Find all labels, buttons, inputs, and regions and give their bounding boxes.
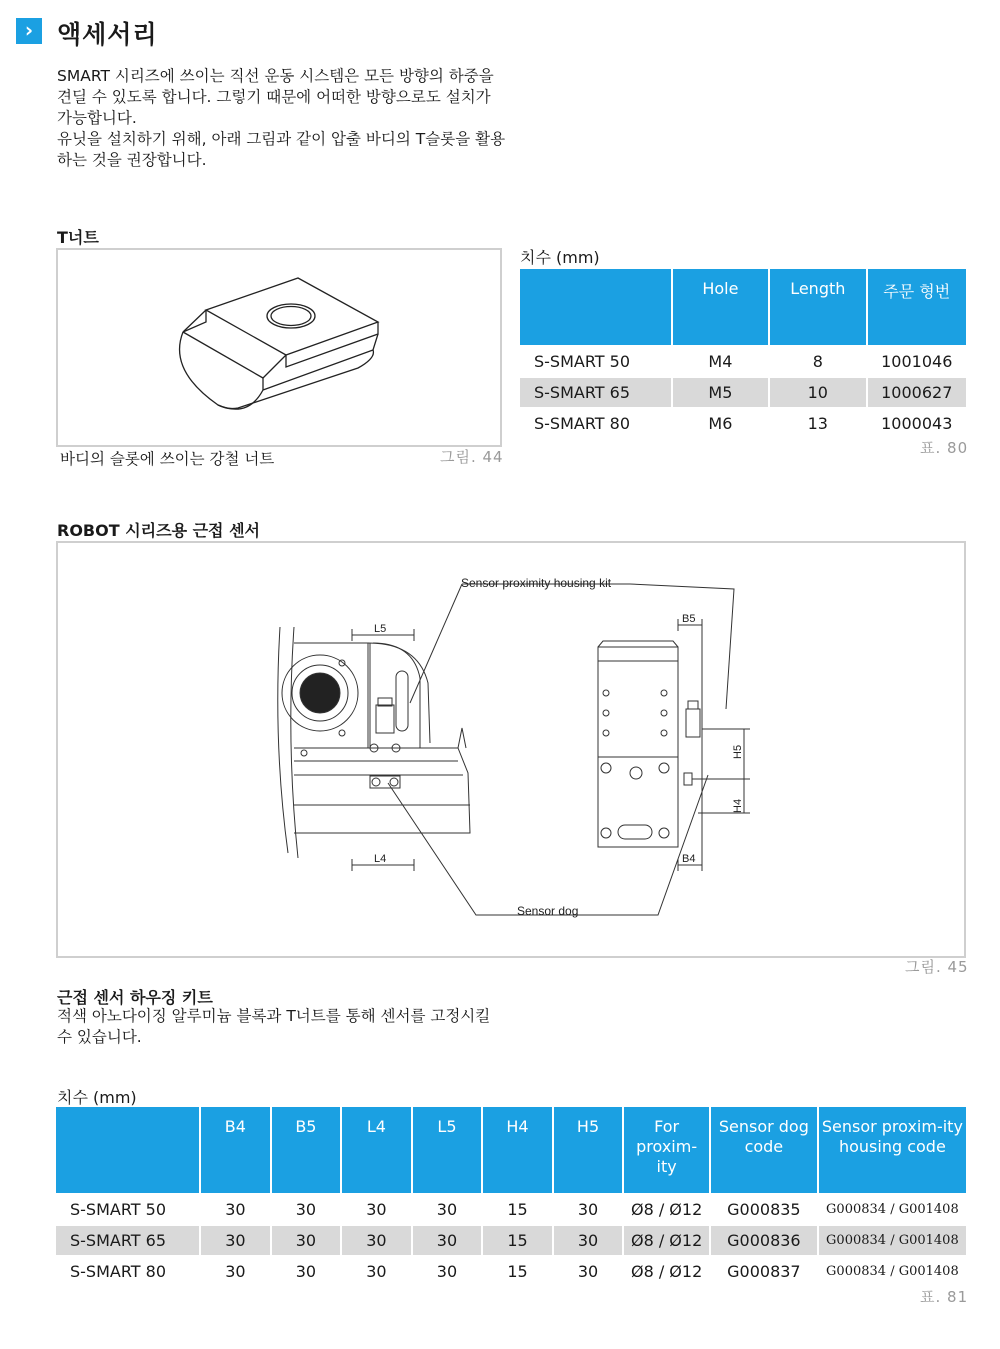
table-cell: 30 [436,1200,458,1219]
table-header-cell: H5 [554,1107,623,1193]
table-cell: 30 [554,1226,623,1255]
sensor-dog-label: Sensor dog [517,904,579,918]
tnut-section-title: T너트 [57,228,99,247]
table-cell: 30 [577,1262,599,1281]
dim-l4-label: L4 [374,853,387,865]
table-cell: 30 [225,1262,246,1281]
table-cell: 30 [295,1200,317,1219]
dim-b4-label: B4 [682,853,696,865]
table-cell: S-SMART 65 [56,1226,199,1255]
table-header-cell [520,269,671,345]
table-cell: M5 [673,378,768,407]
table-cell: Ø8 / Ø12 [630,1200,703,1219]
sensor-figure [56,541,966,958]
table2-title: 치수 (mm) [57,1088,137,1107]
table-row [520,409,966,438]
table-cell: 8 [812,352,823,371]
table-cell: G000834 / G001408 [819,1226,966,1255]
table-header-row [520,269,966,345]
table-cell: 30 [413,1226,482,1255]
table1-number: 표. 80 [920,439,969,457]
table1-title: 치수 (mm) [520,248,600,267]
table-cell: G000834 / G001408 [826,1264,959,1279]
dim-l5-label: L5 [374,623,387,635]
table-header-cell: L4 [342,1107,411,1193]
table-cell: 30 [366,1262,387,1281]
table-header-cell: H4 [483,1107,552,1193]
table-cell: 1001046 [881,352,953,371]
table-cell: G000837 [727,1262,801,1281]
table-cell: S-SMART 50 [534,352,631,371]
sensor-figure-number: 그림. 45 [905,958,969,976]
table-row [56,1195,966,1224]
table-header-row [56,1107,966,1193]
table-cell: 15 [507,1262,528,1281]
table-cell: G000835 [727,1200,801,1219]
tnut-figure [56,248,502,447]
table-cell: S-SMART 80 [70,1262,167,1281]
table-cell: 30 [366,1200,387,1219]
tnut-caption: 바디의 슬롯에 쓰이는 강철 너트 [60,450,275,468]
table-cell: 10 [770,378,865,407]
table-cell: 30 [577,1200,599,1219]
table2-number: 표. 81 [920,1288,969,1306]
table-header-cell: Length [770,269,865,345]
table-header-cell: Hole [673,269,768,345]
table-cell: 15 [507,1200,528,1219]
housing-kit-label: Sensor proximity housing kit [461,576,612,590]
table-cell: M4 [708,352,733,371]
table-row [520,378,966,407]
table-cell: 30 [342,1226,411,1255]
dim-h5-label: H5 [732,744,744,759]
table-row [56,1257,966,1286]
dimension-table-tnut [518,267,968,440]
table-cell: G000836 [711,1226,817,1255]
table-cell: G000834 / G001408 [826,1202,959,1217]
table-cell: 1000043 [881,414,953,433]
table-header-cell: For proxim-ity [624,1107,709,1193]
table-header-cell: 주문 형번 [868,269,966,345]
table-cell: 13 [807,414,828,433]
table-cell: 30 [436,1262,458,1281]
sensor-section-title: ROBOT 시리즈용 근접 센서 [57,521,260,540]
intro-paragraph-2: 유닛을 설치하기 위해, 아래 그림과 같이 압출 바디의 T슬롯을 활용하는 것을 권장합니다. [57,130,506,169]
table-cell: S-SMART 65 [520,378,671,407]
sensor-drawing [58,543,964,956]
table-cell: 15 [483,1226,552,1255]
dim-h4-label: H4 [732,798,744,813]
table-cell: 30 [295,1262,317,1281]
intro-text [57,66,507,171]
chevron-right-icon: › [16,18,42,44]
table-cell: Ø8 / Ø12 [624,1226,709,1255]
page-title: 액세서리 [57,20,158,49]
table-cell: 30 [201,1226,270,1255]
dimension-table-sensor [54,1105,968,1288]
table-cell: M6 [708,414,733,433]
table-cell: S-SMART 80 [534,414,631,433]
table-cell: 30 [225,1200,246,1219]
housing-description: 적색 아노다이징 알루미늄 블록과 T너트를 통해 센서를 고정시킬 수 있습니다. [57,1007,491,1046]
table-header-cell: L5 [413,1107,482,1193]
table-cell: Ø8 / Ø12 [630,1262,703,1281]
intro-paragraph-1: SMART 시리즈에 쓰이는 직선 운동 시스템은 모든 방향의 하중을 견딜 수 있도록 합니다. 그렇기 때문에 어떠한 방향으로도 설치가 가능합니다. [57,67,494,127]
table-header-cell: Sensor dog code [711,1107,817,1193]
table-row [56,1226,966,1255]
dim-b5-label: B5 [682,613,696,625]
tnut-figure-number: 그림. 44 [440,448,504,466]
table-header-cell [56,1107,199,1193]
housing-title: 근접 센서 하우징 키트 [57,988,213,1007]
table-cell: S-SMART 50 [70,1200,167,1219]
table-header-cell: Sensor proxim-ity housing code [819,1107,966,1193]
table-header-cell: B5 [272,1107,341,1193]
table-cell: 30 [272,1226,341,1255]
table-cell: 1000627 [868,378,966,407]
table-row [520,347,966,376]
table-header-cell: B4 [201,1107,270,1193]
tnut-drawing [58,250,500,445]
